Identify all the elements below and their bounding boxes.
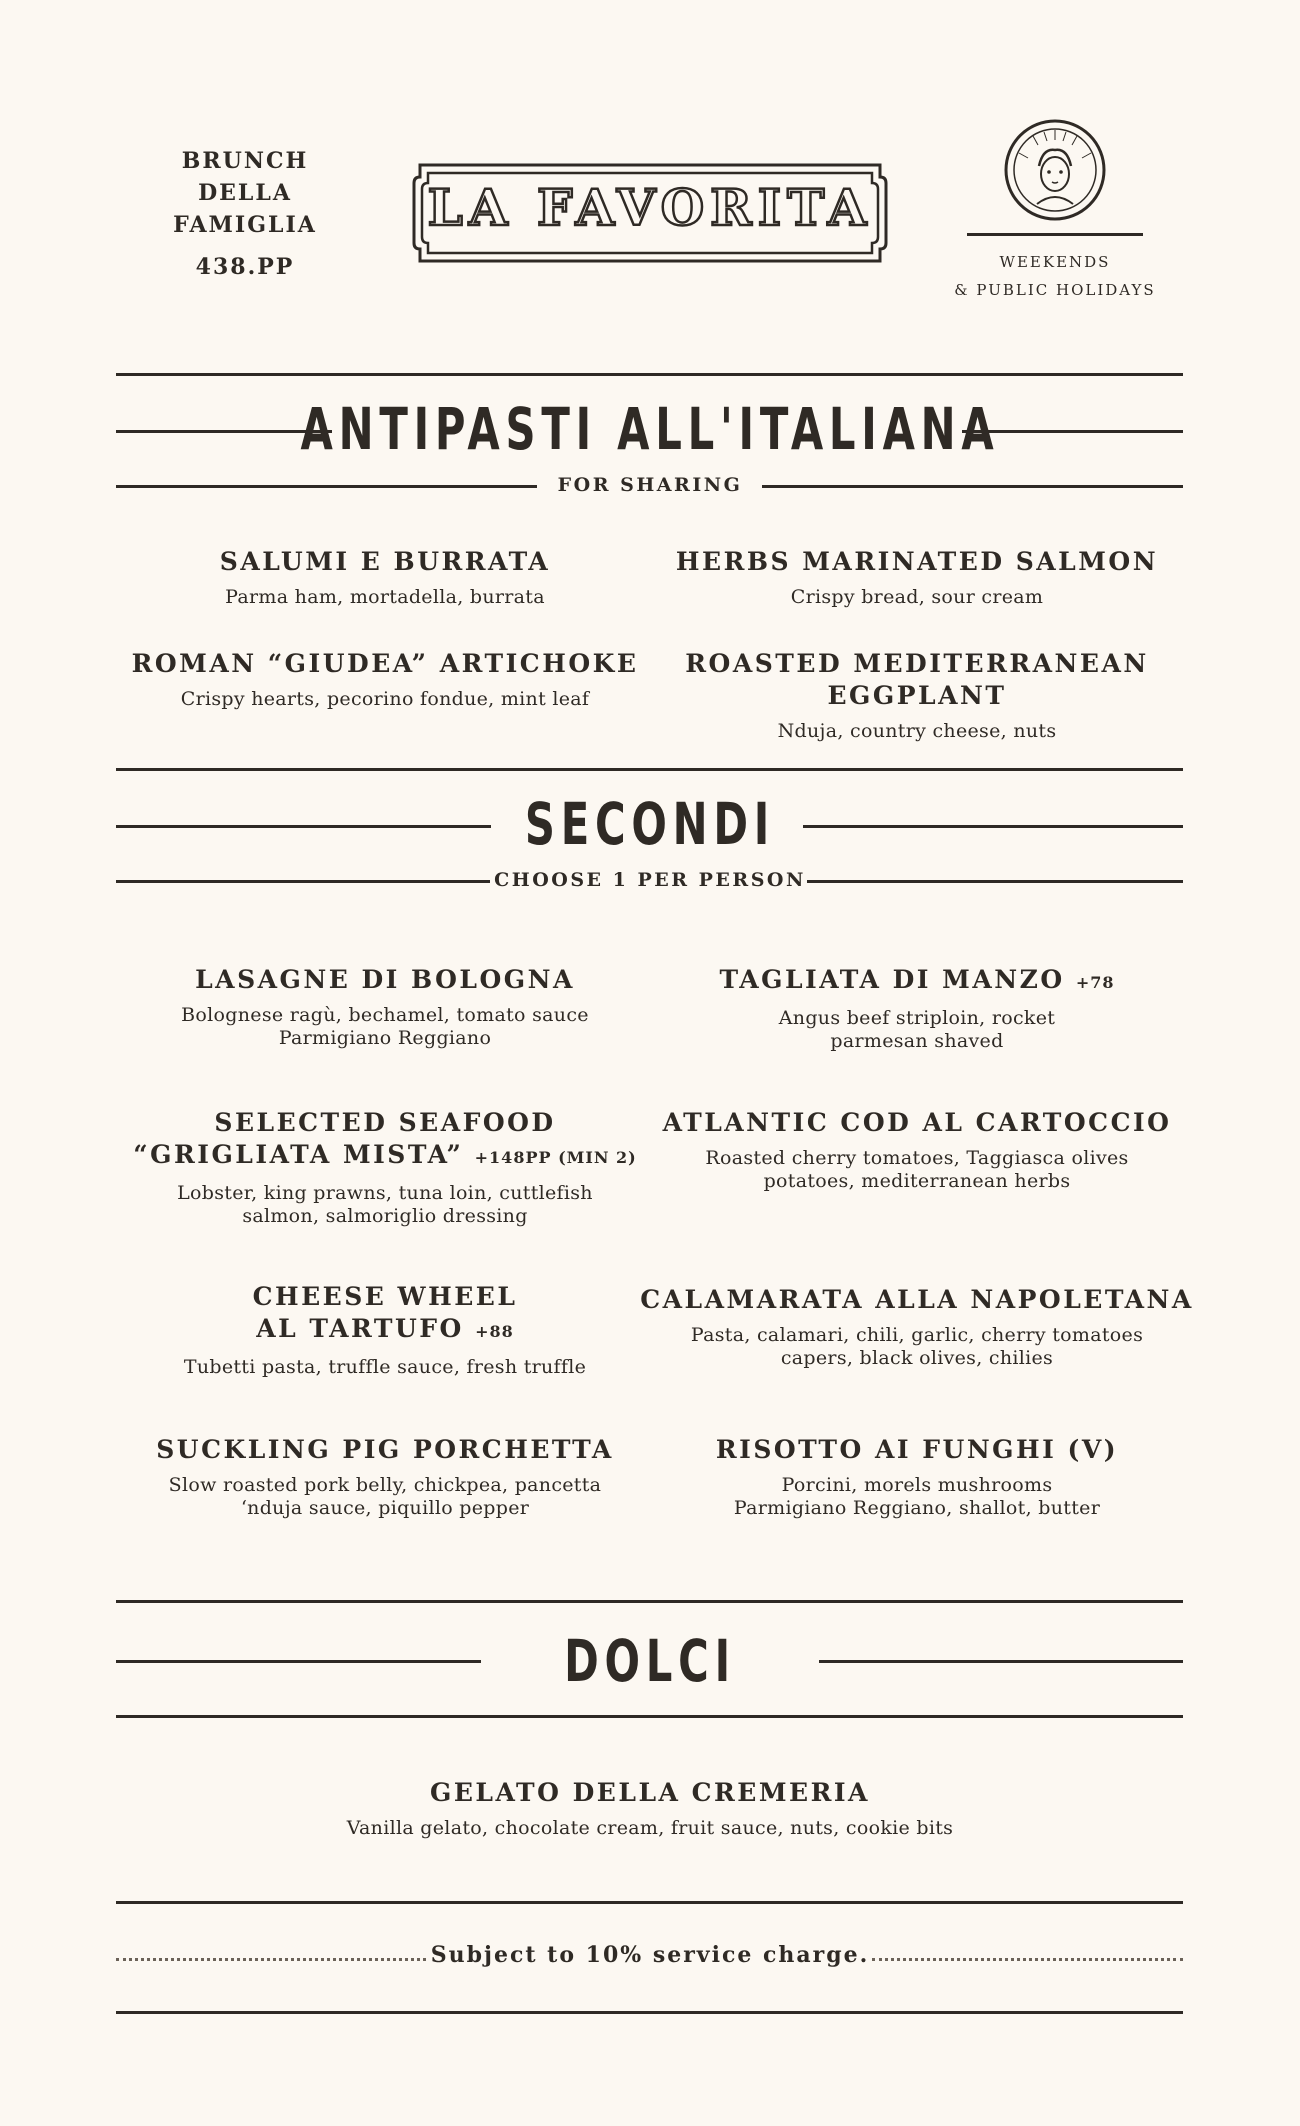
dish-description-line: Bolognese ragù, bechamel, tomato sauce [181,1004,589,1026]
dish-description-line: potatoes, mediterranean herbs [763,1170,1071,1192]
menu-item [637,1434,1197,1520]
dish-description [637,1147,1197,1193]
dish-description [637,1474,1197,1520]
menu-item [105,1107,665,1228]
section-rule [116,768,1183,771]
dish-name-line: AL TARTUFO [256,1314,464,1343]
footer-rule [116,2011,1183,2014]
dish-description-line: capers, black olives, chilies [780,1347,1054,1369]
menu-item [105,1281,665,1379]
dish-name: ROMAN “GIUDEA” ARTICHOKE [131,649,639,678]
menu-item [105,1434,665,1520]
dish-description: Nduja, country cheese, nuts [777,720,1057,742]
dish-description-line: Parmigiano Reggiano, shallot, butter [733,1497,1101,1519]
secondi-title: SECONDI [524,790,776,858]
dish-name: ROASTED MEDITERRANEAN EGGPLANT [685,649,1149,710]
price-per-person: 438.PP [195,254,295,280]
dish-description [637,1324,1197,1370]
dish-description-line: Tubetti pasta, truffle sauce, fresh truffle [183,1356,587,1378]
dish-description: Parma ham, mortadella, burrata [225,586,545,608]
menu-item [105,964,665,1050]
menu-item [637,964,1197,1053]
dish-name: RISOTTO AI FUNGHI (V) [715,1435,1119,1464]
supplement-price: +88 [475,1322,514,1341]
service-charge-note: Subject to 10% service charge. [430,1942,870,1968]
menu-item [637,1107,1197,1193]
dish-name [105,1281,665,1348]
menu-item [250,1777,1050,1840]
dolci-title: DOLCI [564,1627,736,1695]
dish-description-line: Porcini, morels mushrooms [781,1474,1053,1496]
secondi-subtitle: CHOOSE 1 PER PERSON [494,869,806,891]
dish-description [105,1474,665,1520]
dish-name-line: “GRIGLIATA MISTA” [133,1140,464,1169]
days-line-1: WEEKENDS [999,253,1111,271]
dish-description-line: Slow roasted pork belly, chickpea, pancetta [168,1474,602,1496]
availability-note [930,248,1180,304]
dish-name: SUCKLING PIG PORCHETTA [156,1435,614,1464]
dish-description-line: salmon, salmoriglio dressing [242,1205,528,1227]
brunch-label [160,145,330,283]
dish-description [637,1007,1197,1053]
header-divider [967,233,1143,236]
dish-name [637,964,1197,999]
dish-description-line: Lobster, king prawns, tuna loin, cuttlefish [177,1182,593,1204]
dish-description [105,1004,665,1050]
dish-name-text: TAGLIATA DI MANZO [719,965,1065,994]
dish-name: GELATO DELLA CREMERIA [430,1778,870,1807]
menu-item [105,648,665,711]
section-rule [116,373,1183,376]
footer-rule [116,1901,1183,1904]
section-rule [116,1715,1183,1718]
supplement-price: +78 [1075,973,1115,992]
dish-description-line: Roasted cherry tomatoes, Taggiasca olives [705,1147,1129,1169]
medallion-emblem-icon [1003,118,1107,222]
dish-description-line: Pasta, calamari, chili, garlic, cherry tomatoes [690,1324,1144,1346]
dish-name: LASAGNE DI BOLOGNA [195,965,575,994]
logo-wordmark: LA FAVORITA [427,178,873,237]
dish-description [105,1182,665,1228]
dish-name: ATLANTIC COD AL CARTOCCIO [662,1108,1172,1137]
menu-item [637,546,1197,609]
dish-description-line: Parmigiano Reggiano [278,1027,492,1049]
brunch-line-3: FAMIGLIA [173,212,317,238]
dish-description-line: parmesan shaved [830,1030,1004,1052]
dish-description-line: Angus beef striploin, rocket [778,1007,1056,1029]
dish-name-line: SELECTED SEAFOOD [214,1108,556,1137]
antipasti-subtitle: FOR SHARING [557,474,743,496]
menu-item [637,1284,1197,1370]
brunch-line-2: DELLA [198,180,292,206]
days-line-2: & PUBLIC HOLIDAYS [954,281,1156,299]
dish-description: Crispy bread, sour cream [790,586,1044,608]
section-rule [116,1600,1183,1603]
menu-item [105,546,665,609]
dish-description: Vanilla gelato, chocolate cream, fruit sauce, nuts, cookie bits [346,1817,954,1839]
dish-name: SALUMI E BURRATA [219,547,551,576]
antipasti-title: ANTIPASTI ALL'ITALIANA [300,395,1000,463]
dish-description [105,1356,665,1379]
supplement-price: +148PP (MIN 2) [474,1148,637,1167]
brunch-line-1: BRUNCH [181,148,309,174]
dish-description-line: ‘nduja sauce, piquillo pepper [240,1497,530,1519]
dish-name [105,1107,665,1174]
dish-name: HERBS MARINATED SALMON [675,547,1159,576]
dish-description: Crispy hearts, pecorino fondue, mint leaf [180,688,590,710]
menu-item [617,648,1217,743]
dish-name: CALAMARATA ALLA NAPOLETANA [640,1285,1194,1314]
dish-name-line: CHEESE WHEEL [252,1282,518,1311]
